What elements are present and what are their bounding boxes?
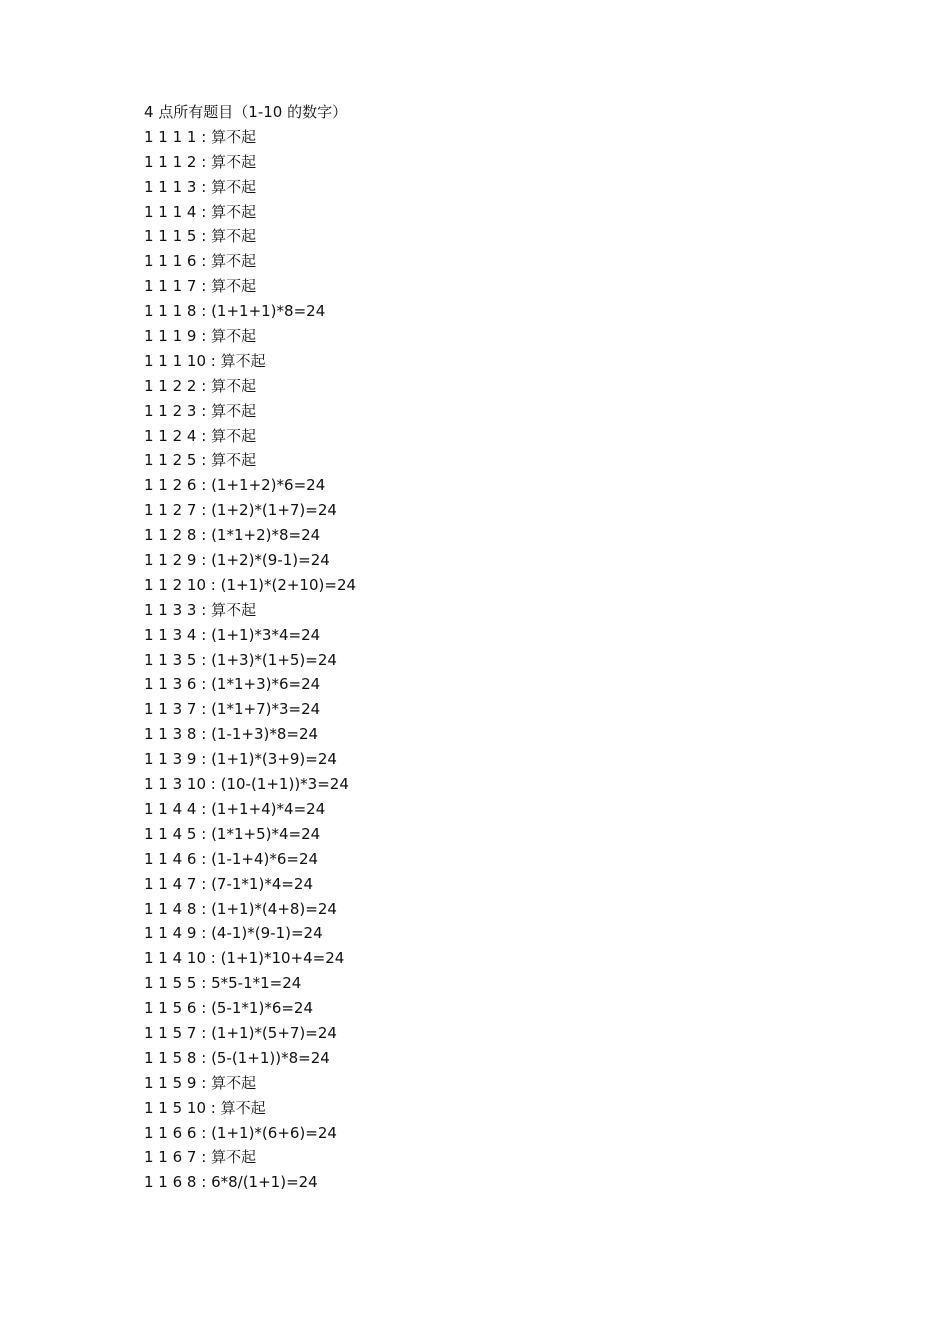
list-item: 1 1 1 5 : 算不起 <box>144 227 257 246</box>
list-item: 1 1 1 6 : 算不起 <box>144 252 257 271</box>
list-item: 1 1 5 5 : 5*5-1*1=24 <box>144 974 302 993</box>
list-item: 1 1 1 4 : 算不起 <box>144 202 257 221</box>
list-item: 1 1 2 10 : (1+1)*(2+10)=24 <box>144 575 357 594</box>
document-content <box>144 100 844 1195</box>
list-item: 1 1 3 10 : (10-(1+1))*3=24 <box>144 775 349 794</box>
list-item: 1 1 6 6 : (1+1)*(6+6)=24 <box>144 1123 337 1142</box>
list-item: 1 1 4 4 : (1+1+4)*4=24 <box>144 799 326 818</box>
list-item: 1 1 5 6 : (5-1*1)*6=24 <box>144 999 314 1018</box>
list-item: 1 1 4 10 : (1+1)*10+4=24 <box>144 949 345 968</box>
list-item: 1 1 4 5 : (1*1+5)*4=24 <box>144 824 321 843</box>
list-item: 1 1 3 4 : (1+1)*3*4=24 <box>144 625 321 644</box>
list-item: 1 1 1 7 : 算不起 <box>144 277 257 296</box>
list-item: 1 1 2 5 : 算不起 <box>144 451 257 470</box>
list-item: 1 1 4 9 : (4-1)*(9-1)=24 <box>144 924 323 943</box>
list-item: 1 1 5 8 : (5-(1+1))*8=24 <box>144 1048 330 1067</box>
list-item: 1 1 3 9 : (1+1)*(3+9)=24 <box>144 750 337 769</box>
list-item: 1 1 3 7 : (1*1+7)*3=24 <box>144 700 321 719</box>
list-item: 1 1 2 6 : (1+1+2)*6=24 <box>144 476 326 495</box>
solution-list <box>144 125 844 1195</box>
list-item: 1 1 2 7 : (1+2)*(1+7)=24 <box>144 501 337 520</box>
list-item: 1 1 6 8 : 6*8/(1+1)=24 <box>144 1173 318 1192</box>
list-item: 1 1 3 3 : 算不起 <box>144 600 257 619</box>
page-title: 4 点所有题目（1-10 的数字） <box>144 103 348 121</box>
list-item: 1 1 4 6 : (1-1+4)*6=24 <box>144 849 319 868</box>
list-item: 1 1 4 7 : (7-1*1)*4=24 <box>144 874 314 893</box>
list-item: 1 1 1 8 : (1+1+1)*8=24 <box>144 302 326 321</box>
list-item: 1 1 2 2 : 算不起 <box>144 376 257 395</box>
list-item: 1 1 3 5 : (1+3)*(1+5)=24 <box>144 650 337 669</box>
list-item: 1 1 1 1 : 算不起 <box>144 127 257 146</box>
list-item: 1 1 1 10 : 算不起 <box>144 351 266 370</box>
list-item: 1 1 1 2 : 算不起 <box>144 152 257 171</box>
list-item: 1 1 5 9 : 算不起 <box>144 1073 257 1092</box>
list-item: 1 1 2 4 : 算不起 <box>144 426 257 445</box>
list-item: 1 1 6 7 : 算不起 <box>144 1148 257 1167</box>
list-item: 1 1 5 10 : 算不起 <box>144 1098 266 1117</box>
list-item: 1 1 5 7 : (1+1)*(5+7)=24 <box>144 1023 337 1042</box>
list-item: 1 1 2 9 : (1+2)*(9-1)=24 <box>144 551 330 570</box>
list-item: 1 1 1 9 : 算不起 <box>144 327 257 346</box>
list-item: 1 1 3 8 : (1-1+3)*8=24 <box>144 725 319 744</box>
list-item: 1 1 2 8 : (1*1+2)*8=24 <box>144 526 321 545</box>
list-item: 1 1 2 3 : 算不起 <box>144 401 257 420</box>
list-item: 1 1 1 3 : 算不起 <box>144 177 257 196</box>
list-item: 1 1 4 8 : (1+1)*(4+8)=24 <box>144 899 337 918</box>
list-item: 1 1 3 6 : (1*1+3)*6=24 <box>144 675 321 694</box>
